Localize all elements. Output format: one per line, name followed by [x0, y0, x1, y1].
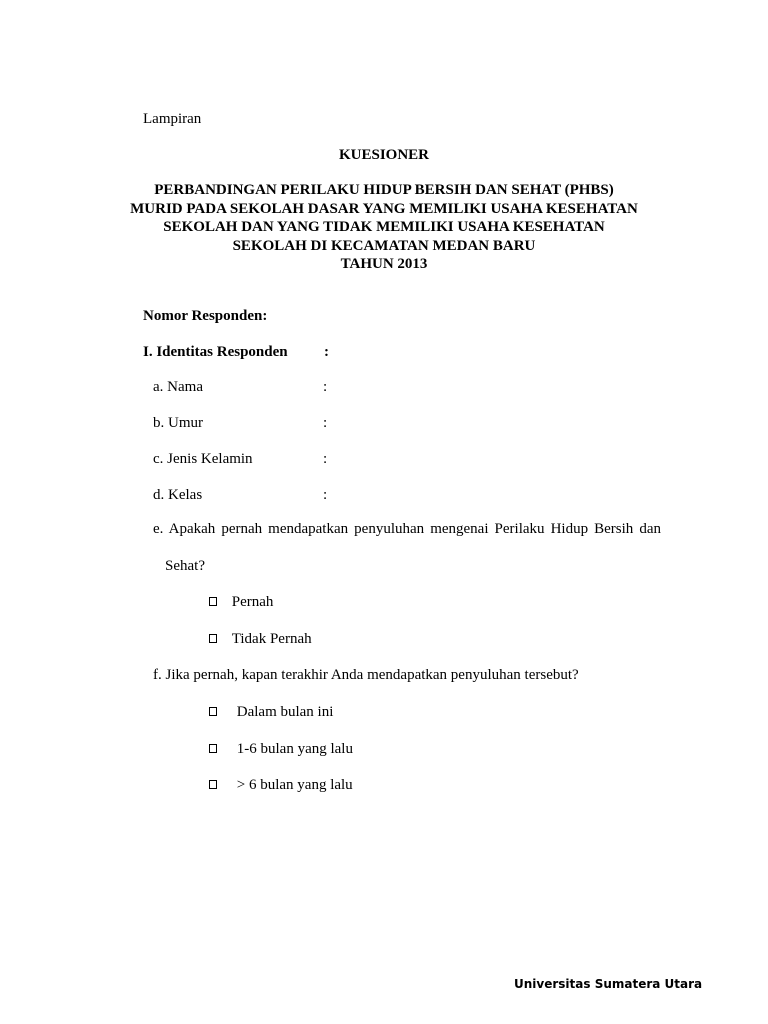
checkbox-icon[interactable]: [209, 597, 217, 606]
document-title: [0, 181, 768, 274]
questionnaire-heading: KUESIONER: [338, 147, 430, 163]
checkbox-icon[interactable]: [209, 744, 217, 753]
option-tidak-pernah[interactable]: [209, 630, 312, 648]
field-label-nama: a. Nama: [153, 379, 203, 395]
title-line: SEKOLAH DI KECAMATAN MEDAN BARU: [232, 237, 536, 254]
field-colon-umur: :: [323, 415, 328, 431]
field-colon-kelas: :: [323, 487, 328, 503]
footer-university: Universitas Sumatera Utara: [514, 977, 703, 991]
checkbox-icon[interactable]: [209, 780, 217, 789]
field-colon-nama: :: [323, 379, 328, 395]
option-label: Pernah: [231, 594, 274, 610]
option-label: > 6 bulan yang lalu: [236, 777, 353, 793]
title-line: PERBANDINGAN PERILAKU HIDUP BERSIH DAN SEHAT (PHBS): [154, 182, 614, 198]
checkbox-icon[interactable]: [209, 634, 217, 643]
question-e-text: e. Apakah pernah mendapatkan penyuluhan mengenai Perilaku Hidup Bersih dan: [153, 521, 661, 537]
field-label-kelas: d. Kelas: [153, 487, 203, 503]
question-e-text-cont: Sehat?: [165, 558, 205, 574]
checkbox-icon[interactable]: [209, 707, 217, 716]
option-lebih-6-bulan[interactable]: [209, 776, 353, 794]
field-colon-jenis-kelamin: :: [323, 451, 328, 467]
field-label-umur: b. Umur: [153, 415, 203, 431]
identity-heading: I. Identitas Responden: [143, 344, 288, 360]
field-label-jenis-kelamin: c. Jenis Kelamin: [153, 451, 253, 467]
option-label: Tidak Pernah: [231, 631, 312, 647]
respondent-number-label: Nomor Responden:: [143, 308, 268, 324]
option-label: Dalam bulan ini: [236, 704, 334, 720]
option-dalam-bulan-ini[interactable]: [209, 703, 333, 721]
option-1-6-bulan[interactable]: [209, 740, 353, 758]
option-label: 1-6 bulan yang lalu: [236, 741, 353, 757]
title-line: SEKOLAH DAN YANG TIDAK MEMILIKI USAHA KESEHATAN: [163, 219, 605, 235]
title-line: TAHUN 2013: [340, 256, 428, 272]
title-line: MURID PADA SEKOLAH DASAR YANG MEMILIKI USAHA KESEHATAN: [130, 200, 638, 217]
question-f-text: f. Jika pernah, kapan terakhir Anda mendapatkan penyuluhan tersebut?: [153, 667, 579, 683]
identity-heading-colon: :: [324, 344, 329, 360]
option-pernah[interactable]: [209, 593, 273, 611]
lampiran-label: Lampiran: [143, 111, 202, 127]
